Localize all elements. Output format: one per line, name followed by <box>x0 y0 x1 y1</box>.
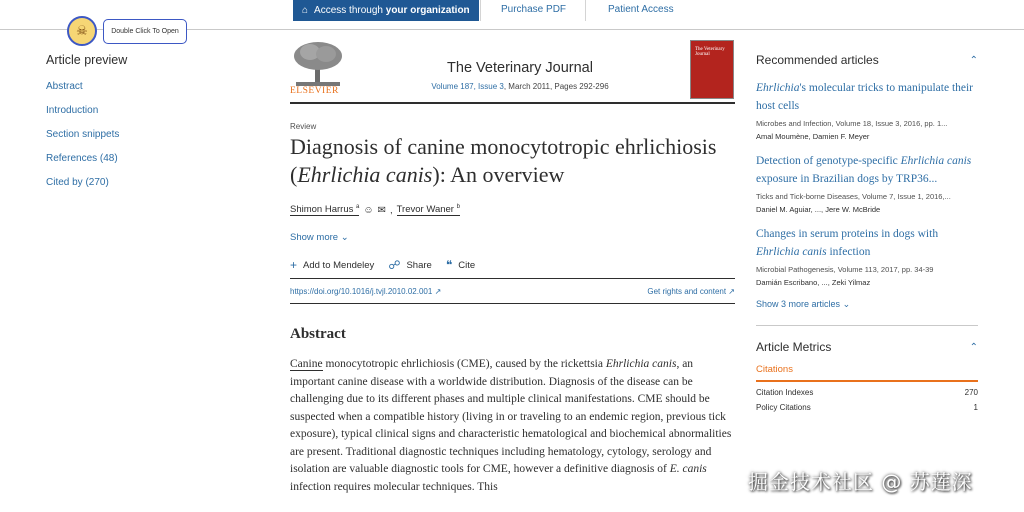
abstract-segment: infection requires molecular techniques. This <box>290 480 498 493</box>
external-link-icon: ↗ <box>434 286 442 296</box>
institution-icon: ⌂ <box>302 5 309 16</box>
journal-header <box>290 40 735 104</box>
recommended-article-link[interactable] <box>756 80 978 115</box>
right-sidebar <box>756 40 978 412</box>
metric-value: 270 <box>964 388 978 397</box>
sidebar-item-section-snippets[interactable]: Section snippets <box>46 129 120 140</box>
share-label: Share <box>406 259 432 271</box>
abstract-italic: Ehrlichia canis <box>605 358 677 370</box>
share-icon: ☍ <box>388 258 401 272</box>
sidebar-item-cited-by[interactable]: Cited by (270) <box>46 177 109 188</box>
recommended-article <box>756 80 978 141</box>
metric-label: Citation Indexes <box>756 388 814 397</box>
glossary-term-link[interactable]: Canine <box>290 358 323 370</box>
show-more-articles-button[interactable] <box>756 299 978 311</box>
recommended-source: Ticks and Tick-borne Diseases, Volume 7, Issue 1, 2016,... <box>756 192 951 201</box>
title-italic: Ehrlichia canis <box>297 162 433 187</box>
metrics-header[interactable] <box>756 338 978 356</box>
rights-link[interactable] <box>647 287 735 296</box>
author-link[interactable] <box>397 204 460 216</box>
chevron-down-icon: ⌄ <box>340 232 349 243</box>
divider <box>480 0 481 21</box>
sidebar-item-abstract[interactable]: Abstract <box>46 81 83 92</box>
plus-icon: + <box>290 258 298 272</box>
abstract-text <box>290 356 735 496</box>
recommended-title: Recommended articles <box>756 53 879 67</box>
article-main <box>290 40 735 496</box>
sidebar-item-references[interactable]: References (48) <box>46 153 118 164</box>
access-prefix: Access through <box>314 5 383 16</box>
elsevier-logo[interactable] <box>290 40 346 100</box>
email-icon[interactable]: ✉ <box>377 204 386 216</box>
title-text: Diagnosis of canine monocytotropic ehrlichiosis ( <box>290 134 717 187</box>
author-name: Trevor Waner <box>396 204 454 216</box>
patient-access-link[interactable]: Patient Access <box>608 4 674 15</box>
rec-title-text: infection <box>826 245 871 258</box>
rec-title-text: 's molecular tricks to manipulate their host cells <box>756 82 974 112</box>
rights-text: Get rights and content <box>647 286 727 296</box>
volume-issue-link[interactable]: Volume 187, Issue 3 <box>431 82 504 91</box>
abstract-segment: monocytotropic ehrlichiosis (CME), caused by the rickettsia <box>322 358 606 370</box>
rec-title-text: Detection of genotype-specific <box>756 155 901 167</box>
rec-title-text: Changes in serum proteins in dogs with <box>756 228 939 240</box>
recommended-article <box>756 226 978 287</box>
doi-row <box>290 278 735 304</box>
cite-button[interactable] <box>446 258 475 272</box>
article-title <box>290 133 735 189</box>
quote-icon: ❝ <box>445 258 453 272</box>
abstract-heading: Abstract <box>290 326 346 342</box>
cover-title: The Veterinary Journal <box>695 47 725 57</box>
divider <box>585 0 586 21</box>
rec-title-text: exposure in Brazilian dogs by TRP36... <box>756 172 938 185</box>
watermark: 掘金技术社区 @ 苏莲深 <box>748 470 973 494</box>
rec-title-italic: Ehrlichia canis <box>900 155 972 167</box>
recommended-header[interactable] <box>756 40 978 80</box>
author-name: Shimon Harrus <box>290 204 354 216</box>
sidebar-title: Article preview <box>46 53 128 67</box>
chevron-up-icon[interactable]: ⌃ <box>969 54 978 66</box>
person-icon[interactable]: ☺ <box>363 204 374 216</box>
recommended-article-link[interactable] <box>756 226 978 261</box>
recommended-authors: Daniel M. Aguiar, ..., Jere W. McBride <box>756 205 881 214</box>
doi-text: https://doi.org/10.1016/j.tvjl.2010.02.001 <box>290 286 433 296</box>
double-click-open-button[interactable]: Double Click To Open <box>103 19 187 44</box>
metrics-title: Article Metrics <box>756 340 832 354</box>
journal-title[interactable]: The Veterinary Journal <box>447 60 593 76</box>
share-button[interactable] <box>388 258 432 272</box>
elsevier-tree-icon <box>290 40 346 88</box>
abstract-segment: , an important canine disease with a worldwide distribution. Diagnosis of the disease can be challenging due to its different phases and multiple clinical manifestations. CME should be suspected when a compatible history (living in or traveling to an endemic region, previous tick exposure), typical clinical signs and characteristic hematological and biochemical abnormalities are present. Traditional diagnostic techniques including hematology, cytology, serology and isolation are valuable diagnostic tools for CME, however a definitive diagnosis of <box>290 358 732 475</box>
article-actions <box>290 258 735 272</box>
author-list: Shimon Harrus $^a$ ☺ ✉ , Trevor Waner $^b$ <box>290 203 460 216</box>
journal-cover-image[interactable] <box>690 40 734 99</box>
journal-issue-info <box>420 82 620 91</box>
external-link-icon: ↗ <box>728 286 735 296</box>
purchase-pdf-link[interactable]: Purchase PDF <box>501 4 567 15</box>
recommended-authors: Amal Moumène, Damien F. Meyer <box>756 132 870 141</box>
metric-row <box>756 403 978 412</box>
access-organization-button[interactable] <box>293 0 479 21</box>
access-bold: your organization <box>385 5 470 16</box>
abstract-italic: E. canis <box>669 463 707 475</box>
metric-row <box>756 388 978 397</box>
show-more-label: Show more <box>290 232 339 243</box>
title-text-end: ): An overview <box>432 162 565 187</box>
recommended-source: Microbial Pathogenesis, Volume 113, 2017, pp. 34-39 <box>756 265 934 274</box>
recommended-article-link[interactable] <box>756 153 978 188</box>
metric-label: Policy Citations <box>756 403 811 412</box>
author-link[interactable] <box>290 204 359 216</box>
date-pages: , March 2011, Pages 292-296 <box>503 82 609 91</box>
show-more-articles-label: Show 3 more articles <box>756 299 841 309</box>
sidebar-item-introduction[interactable]: Introduction <box>46 105 99 116</box>
author-affiliation: a <box>356 203 360 210</box>
metric-value: 1 <box>973 403 978 412</box>
recommended-authors: Damián Escribano, ..., Zeki Yilmaz <box>756 278 871 287</box>
citations-label: Citations <box>756 364 978 382</box>
rec-title-italic: Ehrlichia canis <box>756 245 827 258</box>
article-type-label: Review <box>290 122 317 131</box>
cite-label: Cite <box>458 259 476 271</box>
extension-logo-icon[interactable]: ☠ <box>67 16 97 46</box>
author-affiliation: b <box>456 203 460 210</box>
add-mendeley-label: Add to Mendeley <box>303 259 375 271</box>
doi-link[interactable] <box>290 287 441 296</box>
chevron-down-icon: ⌄ <box>842 299 851 309</box>
chevron-up-icon[interactable]: ⌃ <box>969 341 978 353</box>
elsevier-wordmark: ELSEVIER <box>290 86 339 96</box>
recommended-article <box>756 153 978 214</box>
article-metrics <box>756 325 978 412</box>
add-to-mendeley-button[interactable] <box>290 258 374 272</box>
show-more-button[interactable] <box>290 232 735 244</box>
recommended-source: Microbes and Infection, Volume 18, Issue 3, 2016, pp. 1... <box>756 119 948 128</box>
rec-title-italic: Ehrlichia <box>756 82 800 94</box>
article-preview-sidebar <box>46 53 246 201</box>
